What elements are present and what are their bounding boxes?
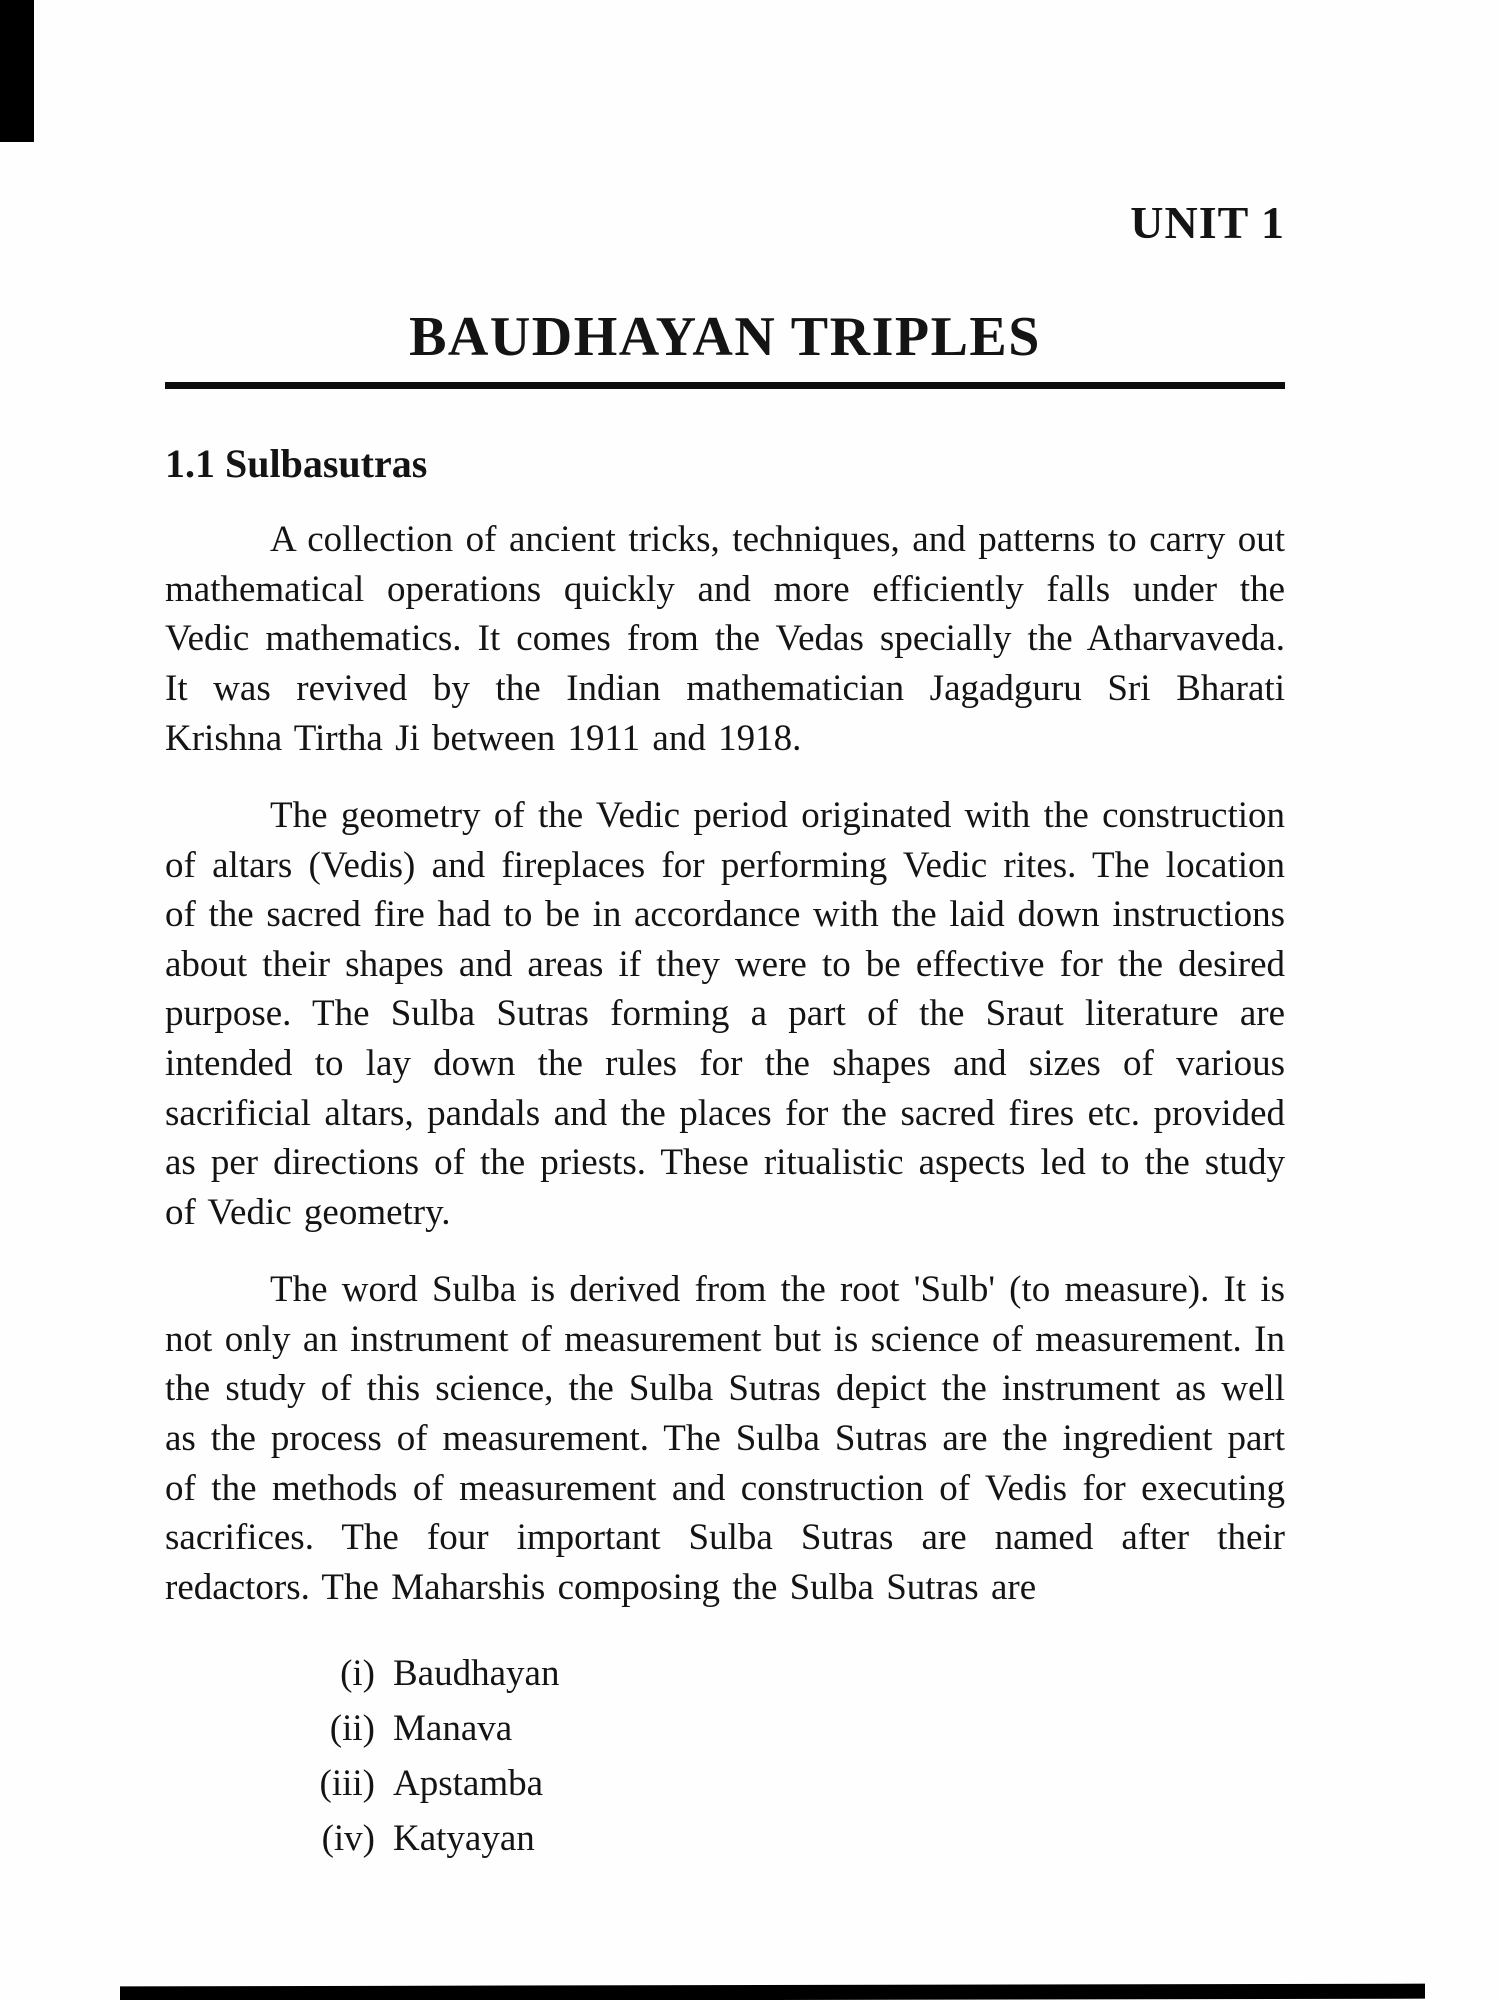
section-heading: 1.1 Sulbasutras [165,441,428,487]
redactor-list [165,1646,1285,1866]
list-item [165,1756,1285,1811]
list-item-numeral: (ii) [329,1708,375,1750]
page-content [165,198,1285,1866]
list-item-label: Apstamba [393,1763,544,1805]
list-item-label: Manava [393,1708,513,1750]
paragraph-2: The geometry of the Vedic period originated with the construction of altars (Vedis) and fireplaces for performing Vedic rites. The location of the sacred fire had to be in accordance with the laid down instructions about their shapes and areas if they were to be effective for the desired purpose. The Sulba Sutras forming a part of the Sraut literature are intended to lay down the rules for the shapes and sizes of various sacrificial altars, pandals and the places for the sacred fires etc. provided as per directions of the priests. These ritualistic aspects led to the study of Vedic geometry. [165,795,1285,1233]
list-item-label: Katyayan [393,1818,535,1860]
paragraph-3: The word Sulba is derived from the root 'Sulb' (to measure). It is not only an instrument of measurement but is science of measurement. In the study of this science, the Sulba Sutras depict the instrument as well as the process of measurement. The Sulba Sutras are the ingredient part of the methods of measurement and construction of Vedis for executing sacrifices. The four important Sulba Sutras are named after their redactors. The Maharshis composing the Sulba Sutras are [165,1269,1285,1608]
list-item-numeral: (iv) [321,1818,375,1860]
list-item [165,1811,1285,1866]
paragraph-1: A collection of ancient tricks, techniques, and patterns to carry out mathematical operations quickly and more efficiently falls under the Vedic mathematics. It comes from the Vedas specially the Atharvaveda. It was revived by the Indian mathematician Jagadguru Sri Bharati Krishna Tirtha Ji between 1911 and 1918. [165,519,1285,759]
title-rule [165,382,1285,389]
scan-artifact-top-left [0,0,34,142]
list-item [165,1701,1285,1756]
scan-artifact-bottom [120,1984,1425,2000]
list-item-numeral: (i) [340,1653,375,1695]
page-title: BAUDHAYAN TRIPLES [409,305,1041,368]
list-item-label: Baudhayan [393,1653,560,1695]
unit-label: UNIT 1 [1130,197,1285,248]
list-item-numeral: (iii) [319,1763,375,1805]
list-item [165,1646,1285,1701]
